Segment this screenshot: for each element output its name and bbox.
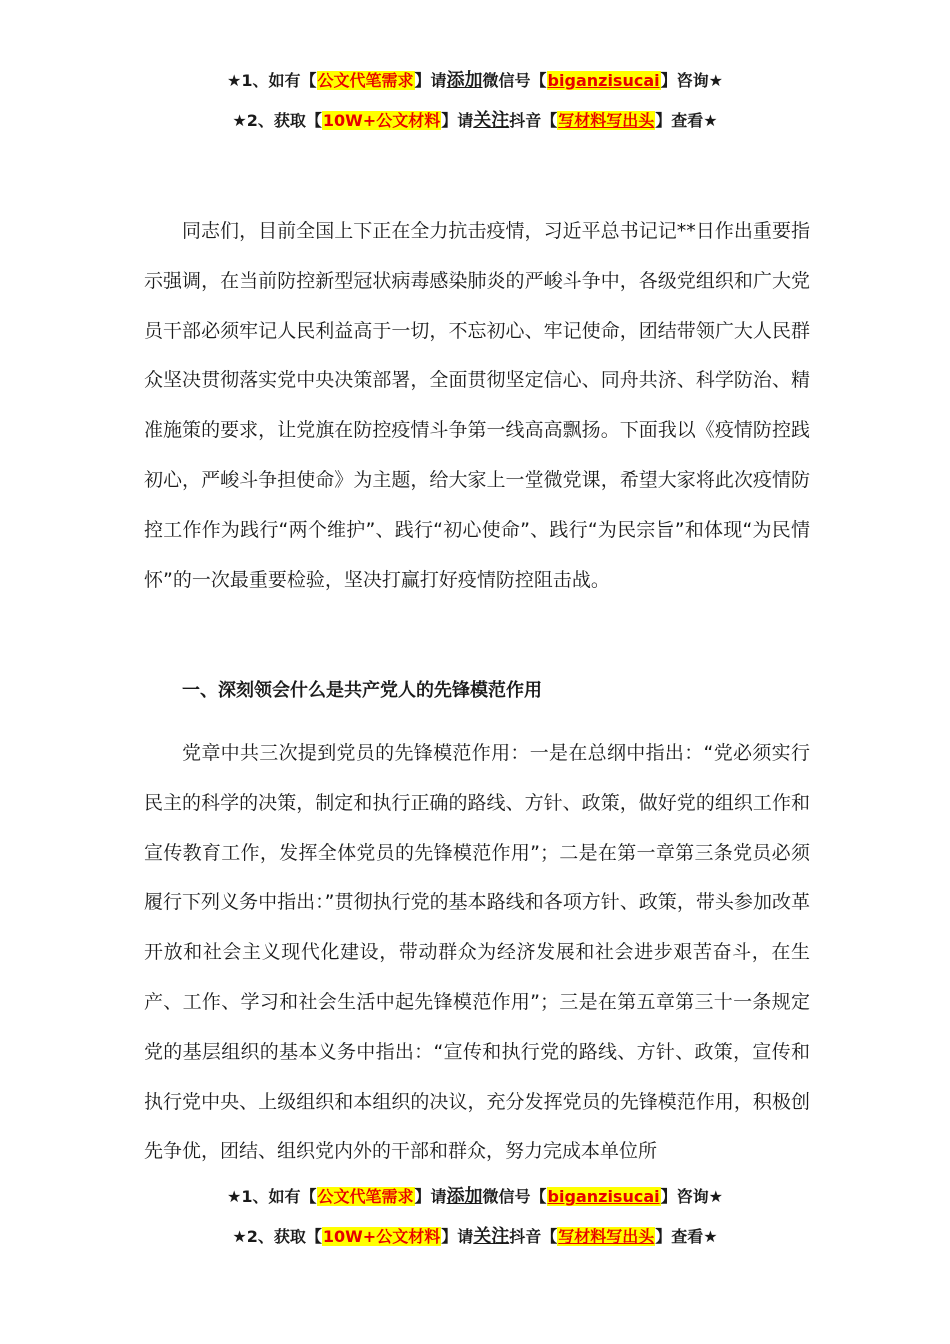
banner-text: 】咨询★ <box>660 1187 723 1206</box>
banner-text: 】请 <box>414 1187 447 1206</box>
banner-text: 微信号【 <box>482 1187 547 1206</box>
banner-text: 】请 <box>441 111 474 130</box>
bottom-banner-line-1 <box>0 1186 950 1208</box>
douyin-account-link[interactable]: 写材料写出头 <box>558 1227 655 1246</box>
paragraph-intro: 同志们，目前全国上下正在全力抗击疫情，习近平总书记记**日作出重要指示强调，在当前防控新型冠状病毒感染肺炎的严峻斗争中，各级党组织和广大党员干部必须牢记人民利益高于一切，不忘初心、牢记使命，团结带领广大人民群众坚决贯彻落实党中央决策部署，全面贯彻坚定信心、同舟共济、科学防治、精准施策的要求，让党旗在防控疫情斗争第一线高高飘扬。下面我以《疫情防控践初心，严峻斗争担使命》为主题，给大家上一堂微党课，希望大家将此次疫情防控工作作为践行“两个维护”、践行“初心使命”、践行“为民宗旨”和体现“为民情怀”的一次最重要检验，坚决打赢打好疫情防控阻击战。 <box>144 220 810 591</box>
underlined-text: 关注 <box>473 110 510 131</box>
douyin-account-link[interactable]: 写材料写出头 <box>558 111 655 130</box>
underlined-text: 添加 <box>446 70 483 91</box>
banner-text: 】查看★ <box>655 111 718 130</box>
highlight-materials: 10W+公文材料 <box>322 111 441 130</box>
bottom-banner-line-2 <box>0 1226 950 1248</box>
underlined-text: 关注 <box>473 1226 510 1247</box>
banner-text: ★1、如有【 <box>227 71 317 90</box>
highlight-service: 公文代笔需求 <box>317 1187 414 1206</box>
banner-text: 微信号【 <box>482 71 547 90</box>
highlight-materials: 10W+公文材料 <box>322 1227 441 1246</box>
underlined-text: 添加 <box>446 1186 483 1207</box>
banner-text: 】咨询★ <box>660 71 723 90</box>
banner-text: 】查看★ <box>655 1227 718 1246</box>
banner-text: ★1、如有【 <box>227 1187 317 1206</box>
wechat-id-link[interactable]: biganzisucai <box>547 1187 660 1206</box>
section-heading-1: 一、深刻领会什么是共产党人的先锋模范作用 <box>182 680 542 701</box>
banner-text: 抖音【 <box>509 111 558 130</box>
paragraph-party-constitution: 党章中共三次提到党员的先锋模范作用：一是在总纲中指出：“党必须实行民主的科学的决策，制定和执行正确的路线、方针、政策，做好党的组织工作和宣传教育工作，发挥全体党员的先锋模范作用”；二是在第一章第三条党员必须履行下列义务中指出：”贯彻执行党的基本路线和各项方针、政策，带头参加改革开放和社会主义现代化建设，带动群众为经济发展和社会进步艰苦奋斗，在生产、工作、学习和社会生活中起先锋模范作用”；三是在第五章第三十一条规定党的基层组织的基本义务中指出：“宣传和执行党的路线、方针、政策，宣传和执行党中央、上级组织和本组织的决议，充分发挥党员的先锋模范作用，积极创先争优，团结、组织党内外的干部和群众，努力完成本单位所 <box>144 742 810 1163</box>
wechat-id-link[interactable]: biganzisucai <box>547 71 660 90</box>
banner-text: 】请 <box>441 1227 474 1246</box>
top-banner-line-2 <box>0 110 950 132</box>
banner-text: ★2、获取【 <box>232 111 322 130</box>
banner-text: ★2、获取【 <box>232 1227 322 1246</box>
banner-text: 】请 <box>414 71 447 90</box>
top-banner-line-1 <box>0 70 950 92</box>
highlight-service: 公文代笔需求 <box>317 71 414 90</box>
banner-text: 抖音【 <box>509 1227 558 1246</box>
